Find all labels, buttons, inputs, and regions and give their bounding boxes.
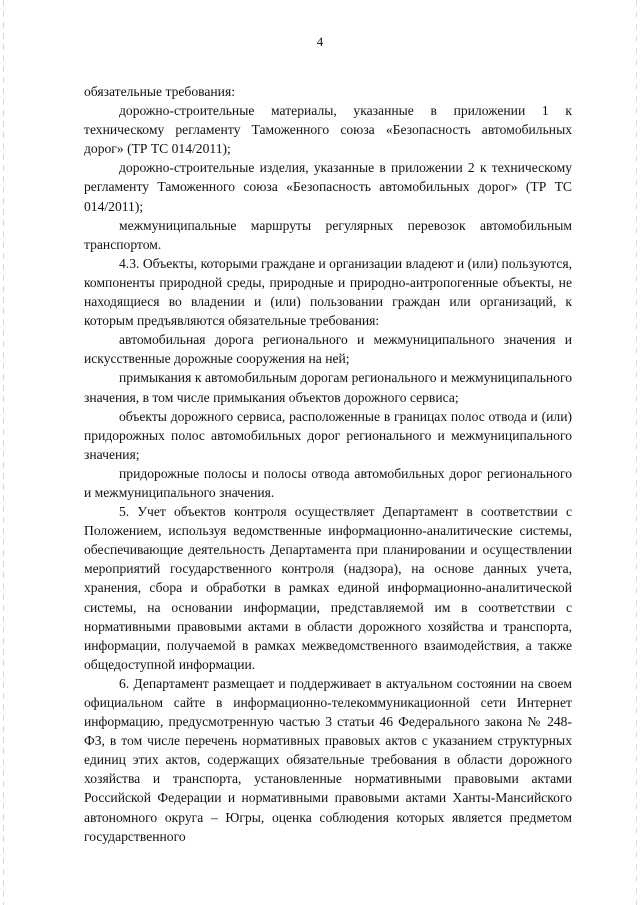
paragraph: межмуниципальные маршруты регулярных перевозок автомобильным транспортом.	[84, 217, 572, 252]
paragraph: автомобильная дорога регионального и межмуниципального значения и искусственные дорожные сооружения на ней;	[84, 332, 572, 367]
paragraph: 4.3. Объекты, которыми граждане и организации владеют и (или) пользуются, компоненты природной среды, природные и природно-антропогенные объекты, не находящиеся во владении и (или) пользовании граждан или организаций, к которым предъявляются обязательные требования:	[84, 255, 572, 329]
paragraph: дорожно-строительные изделия, указанные в приложении 2 к техническому регламенту Таможенного союза «Безопасность автомобильных дорог» (ТР ТС 014/2011);	[84, 160, 572, 214]
scan-edge-left	[3, 0, 4, 905]
paragraph: 5. Учет объектов контроля осуществляет Департамент в соответствии с Положением, используя ведомственные информационно-аналитические системы, обеспечивающие деятельность Департамента при планировании и осуществлении мероприятий государственного контроля (надзора), на основе данных учета, хранения, сбора и обработки в рамках единой информационно-аналитической системы, на основании информации, представляемой им в соответствии с нормативными правовыми актами в области дорожного хозяйства и транспорта, информации, получаемой в рамках межведомственного взаимодействия, а также общедоступной информации.	[84, 504, 572, 672]
paragraph: объекты дорожного сервиса, расположенные в границах полос отвода и (или) придорожных полос автомобильных дорог регионального и межмуниципального значения;	[84, 408, 572, 462]
scan-edge-right	[636, 0, 637, 905]
page-number: 4	[316, 34, 324, 49]
paragraph: придорожные полосы и полосы отвода автомобильных дорог регионального и межмуниципального значения.	[84, 465, 572, 500]
paragraph: дорожно-строительные материалы, указанные в приложении 1 к техническому регламенту Таможенного союза «Безопасность автомобильных дорог» (ТР ТС 014/2011);	[84, 103, 572, 157]
paragraph: 6. Департамент размещает и поддерживает в актуальном состоянии на своем официальном сайте в информационно-телекоммуникационной сети Интернет информацию, предусмотренную частью 3 статьи 46 Федерального закона № 248-ФЗ, в том числе перечень нормативных правовых актов с указанием структурных единиц этих актов, содержащих обязательные требования в области дорожного хозяйства и транспорта, установленные нормативными правовыми актами Российской Федерации и нормативными правовыми актами Ханты-Мансийского автономного округа – Югры, оценка соблюдения которых является предметом государственного	[84, 675, 572, 844]
document-body	[84, 82, 572, 846]
paragraph: обязательные требования:	[84, 84, 235, 99]
paragraph: примыкания к автомобильным дорогам регионального и межмуниципального значения, в том числе примыкания объектов дорожного сервиса;	[84, 370, 572, 405]
